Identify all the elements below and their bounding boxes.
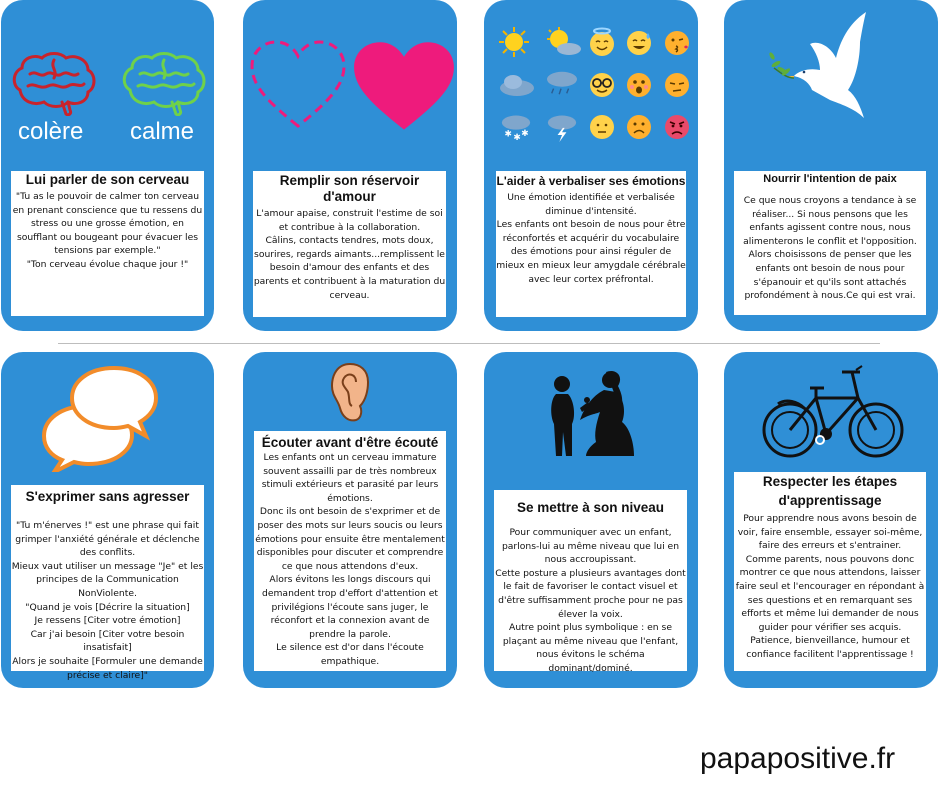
brain-calm-icon <box>120 50 206 116</box>
angel-face-icon <box>587 27 617 57</box>
svg-text:✱: ✱ <box>521 128 529 139</box>
sun-cloud-icon <box>543 27 583 57</box>
panel-brain <box>11 171 204 316</box>
card-body: Ce que nous croyons a tendance à se réaliser... Si nous pensons que les enfants agissent contre nous, nous alimenterons le conflit et l'opposition. Alors choisissons de penser que les enfants ont besoin de nous pour s'épanouir et qu'ils sont attachés profondément à nous.Ce qui est vrai. <box>743 195 917 302</box>
panel-learning <box>734 472 926 671</box>
panel-express <box>11 485 204 681</box>
peace-dove-icon <box>764 6 874 124</box>
brain-anger-icon <box>10 50 96 116</box>
svg-text:✱: ✱ <box>513 133 521 142</box>
sun-icon <box>499 27 529 57</box>
sad-face-icon <box>624 112 654 142</box>
angry-face-icon <box>662 112 692 142</box>
sweat-smile-icon <box>624 27 654 57</box>
cloud-icon <box>497 70 537 100</box>
panel-emotions <box>496 171 686 317</box>
neutral-face-icon <box>587 112 617 142</box>
rain-cloud-icon <box>543 68 581 98</box>
card-title: Respecter les étapes d'apprentissage <box>762 474 898 508</box>
glasses-face-icon <box>587 70 617 100</box>
kiss-face-icon <box>662 27 692 57</box>
surprised-face-icon <box>624 70 654 100</box>
panel-peace <box>734 171 926 315</box>
label-anger: colère <box>18 118 84 145</box>
speech-bubbles-icon <box>40 364 160 472</box>
heart-filled-icon <box>352 40 456 134</box>
storm-cloud-icon <box>543 112 581 142</box>
card-body: L'amour apaise, construit l'estime de soi et contribue à la collaboration. Câlins, contacts tendres, mots doux, sourires, regards aimants...remplissent le besoin d'amour des enfants et des parents et contribuent à la maturation du cerveau. <box>253 208 446 301</box>
card-title: L'aider à verbaliser ses émotions <box>496 174 686 188</box>
card-body: Pour communiquer avec un enfant, parlons-lui au même niveau que lui en nous accroupissant. Cette posture a plusieurs avantages dont le fait de favoriser le contact visuel et d'être suffisamment proche pour ne pas élever la voix. Autre point plus symbolique : en se plaçant au même niveau que l'enfant, nous évitons le schéma dominant/dominé. <box>495 527 686 674</box>
card-body: "Tu as le pouvoir de calmer ton cerveau en prenant conscience que tu ressens du stress ou une grosse émotion, en soufflant ou bougeant pour évacuer les tensions par exemple." "Ton cerveau évolue chaque jour !" <box>12 191 203 270</box>
card-title: Remplir son réservoir d'amour <box>279 173 420 204</box>
site-url: papapositive.fr <box>700 742 896 775</box>
card-title: Se mettre à son niveau <box>516 500 665 515</box>
card-body: Les enfants ont un cerveau immature souvent assailli par de très nombreux stimuli extérieurs et parasité par leurs émotions. Donc ils ont besoin de s'exprimer et de poser des mots sur leurs soucis ou leurs émotions pour ensuite être mentalement disponibles pour discuter et comprendre ce que nous attendons d'eux. Alors évitons les longs discours qui demandent trop d'effort d'attention et privilégions l'écoute sans juger, le réconfort et la connexion avant de prendre la parole. Le silence est d'or dans l'écoute empathique. <box>255 452 445 667</box>
card-body: Pour apprendre nous avons besoin de voir, faire ensemble, essayer soi-même, faire des erreurs et s'entrainer. Comme parents, nous pouvons donc montrer ce que nous attendons, laisser faire seul et l'encourager en répondant à ses questions et en remarquant ses efforts et même lui demander de nous guider pour vérifier ses acquis. Patience, bienveillance, humour et confiance facilitent l'apprentissage ! <box>735 513 925 660</box>
parent-child-silhouette-icon <box>544 368 636 458</box>
label-calm: calme <box>130 118 195 145</box>
panel-level <box>494 490 687 674</box>
pensive-face-icon <box>662 70 692 100</box>
bicycle-icon <box>758 364 908 464</box>
card-body: Une émotion identifiée et verbalisée diminue d'intensité. Les enfants ont besoin de nous pour être réconfortés et acquérir du vocabulaire des émotions pour ainsi réguler de mieux en mieux leur amygdale cérébrale avec leur cortex préfrontal. <box>496 192 686 285</box>
panel-listen <box>254 431 446 671</box>
svg-text:✱: ✱ <box>504 129 512 140</box>
snow-cloud-icon <box>497 112 535 142</box>
panel-love <box>253 171 446 317</box>
card-title: Écouter avant d'être écouté <box>261 435 439 450</box>
card-title: Nourrir l'intention de paix <box>763 173 897 185</box>
ear-icon <box>330 362 370 424</box>
card-title: S'exprimer sans agresser <box>25 489 190 504</box>
card-body: "Tu m'énerves !" est une phrase qui fait grimper l'anxiété générale et déclenche des conflits. Mieux vaut utiliser un message "Je" et les principes de la Communication NonViolente. "Quand je vois [Décrire la situation] Je ressens [Citer votre émotion] Car j'ai besoin [Citer votre besoin insatisfait] Alors je souhaite [Formuler une demande précise et claire]" <box>11 520 204 681</box>
heart-outline-icon <box>248 38 348 132</box>
divider <box>58 343 880 344</box>
card-title: Lui parler de son cerveau <box>25 172 190 187</box>
